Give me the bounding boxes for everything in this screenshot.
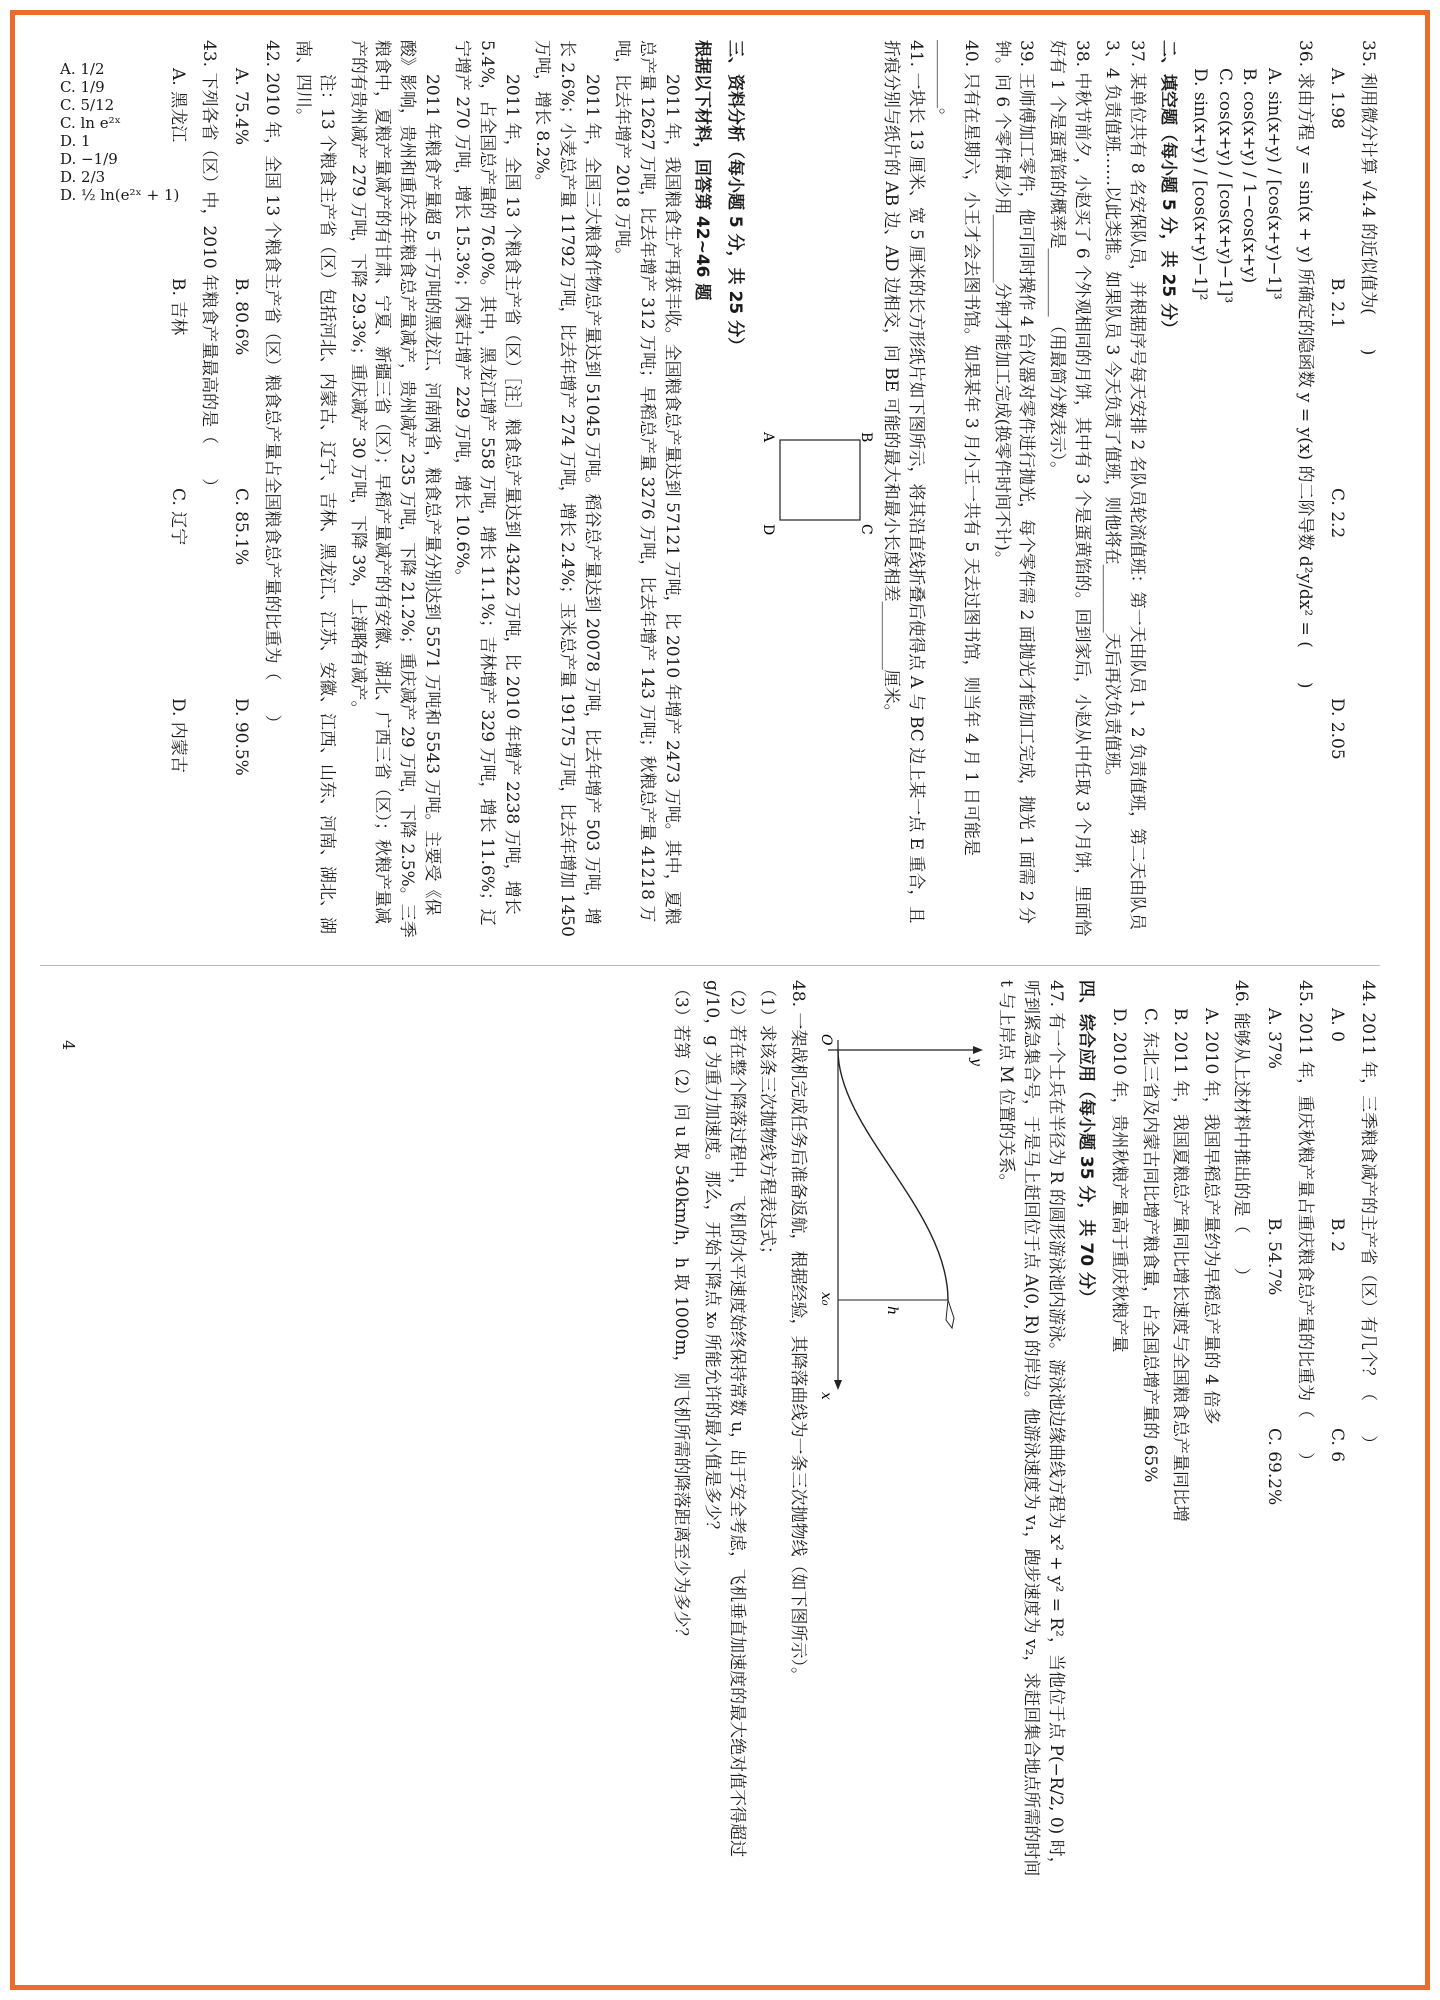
question-44: 44. 2011 年，三季粮食减产的主产省（区）有几个？（ ）: [1358, 980, 1378, 1453]
column-divider: [40, 965, 1380, 966]
question-46: 46. 能够从上述材料中推出的是（ ）: [1231, 980, 1252, 1285]
q35-option-d[interactable]: D. 2.05: [1327, 698, 1348, 760]
section-3-heading: 三、资料分析（每小题 5 分，共 25 分）: [724, 40, 745, 355]
q45-option-b[interactable]: B. 54.7%: [1264, 1218, 1285, 1296]
q42-option-b[interactable]: B. 80.6%: [231, 278, 252, 356]
rotated-exam-sheet: [0, 20, 1400, 1980]
q46-options: [1106, 1008, 1223, 1880]
descent-curve-graph: [818, 1020, 988, 1420]
plane-icon: [946, 1300, 954, 1328]
q42-option-d[interactable]: D. 90.5%: [231, 698, 252, 776]
material-paragraph-1: 2011 年，我国粮食生产再获丰收。全国粮食总产量达到 57121 万吨，比 2010 年增产 2473 万吨。其中，夏粮总产量 12627 万吨，比去年增产 312 万吨；早稻总产量 3276 万吨，比去年增产 143 万吨；秋粮总产量 41218 万吨，比去年增产 2018 万吨。: [612, 40, 682, 925]
q43-option-c[interactable]: C. 辽宁: [168, 488, 189, 546]
label-a: A: [760, 432, 777, 443]
question-48-part-2: （2）若在整个降落过程中，飞机的水平速度始终保持常数 u，出于安全考虑，飞机垂直加速度的最大绝对值不得超过 g/10，g 为重力加速度。那么，开始下降点 x₀ 所能允许的最小值是多少？: [702, 980, 747, 1858]
question-48: 48. 一架战机完成任务后准备返航，根据经验，其降落曲线为一条三次抛物线（如下图所示）。: [788, 980, 809, 1684]
fragment-1: A. 1/2: [60, 60, 105, 78]
q35-options: [1325, 68, 1350, 940]
q43-option-d[interactable]: D. 内蒙古: [168, 698, 189, 773]
section-2-heading: 二、填空题（每小题 5 分，共 25 分）: [1157, 40, 1178, 338]
material-paragraph-2: 2011 年，全国三大粮食作物总产量达到 51045 万吨。稻谷总产量达到 20078 万吨，比去年增产 503 万吨，增长 2.6%；小麦总产量 11792 万吨，比去年增产 274 万吨，增长 2.4%；玉米总产量 19175 万吨，比去年增加 1450 万吨，增长 8.2%。: [532, 40, 602, 937]
label-c: C: [858, 524, 875, 535]
q44-options: [1325, 1008, 1350, 1880]
q43-option-a[interactable]: A. 黑龙江: [168, 68, 189, 143]
question-42: 42. 2010 年，全国 13 个粮食主产省（区）粮食总产量占全国粮食总产量的比重为（ ）: [261, 40, 282, 732]
page-number: 4: [59, 1040, 78, 1051]
question-47: 47. 有一个士兵在半径为 R 的圆形游泳池内游泳。游泳池边缘曲线方程为 x² + y² = R²，当他位于点 P(−R/2, 0) 时，听到紧急集合号，于是马上赶回位于点 A(0, R) 的岸边。他游泳速度为 v₁，跑步速度为 v₂，求赶回集合地点所需的时间 t 与上岸点 M 位置的关系。: [996, 980, 1066, 1877]
q44-option-c[interactable]: C. 6: [1327, 1428, 1348, 1463]
q35-option-c[interactable]: C. 2.2: [1327, 488, 1348, 539]
q36-option-a[interactable]: A. sin(x+y) / [cos(x+y)−1]³: [1264, 68, 1285, 300]
question-38: 38. 中秋节前夕，小赵买了 6 个外观相同的月饼，其中有 3 个是蛋黄馅的。回到家后，小赵从中任取 3 个月饼，里面恰好有 1 个是蛋黄馅的概率是________（用最简分数表示）。: [1046, 40, 1092, 937]
q36-option-d[interactable]: D. sin(x+y) / [cos(x+y)−1]²: [1190, 68, 1211, 301]
question-48-part-3: （3）若第（2）问 u 取 540km/h，h 取 1000m，则飞机所需的降落距离至少为多少？: [671, 980, 692, 1645]
fragment-7: D. 2/3: [60, 168, 106, 186]
question-36: 36. 求由方程 y = sin(x + y) 所确定的隐函数 y = y(x) 的二阶导数 d²y/dx² = ( ): [1294, 40, 1315, 689]
q36-options: [1188, 68, 1287, 940]
question-37: 37. 某单位共有 8 名安保队员，并根据序号每天安排 2 名队员轮流值班：第一天由队员 1、2 负责值班，第二天由队员 3、4 负责值班……以此类推。如果队员 3 今天负责了值班，则他将在________天后再次负责值班。: [1102, 40, 1147, 931]
question-45: 45. 2011 年，重庆秋粮产量占重庆粮食总产量的比重为（ ）: [1294, 980, 1315, 1470]
section-4-heading: 四、综合应用（每小题 35 分，共 70 分）: [1076, 980, 1097, 1306]
x-axis-arrow: [834, 1380, 842, 1390]
question-35: 35. 利用微分计算 √4.4 的近似值为( ): [1358, 40, 1378, 356]
q46-option-b[interactable]: B. 2011 年，我国夏粮总产量同比增长速度与全国粮食总产量同比增: [1170, 1008, 1191, 1522]
material-note: 注：13 个粮食主产省（区）包括河北、内蒙古、辽宁、吉林、黑龙江、江苏、安徽、江西、山东、河南、湖北、湖南、四川。: [292, 40, 338, 935]
question-43: 43. 下列各省（区）中，2010 年粮食产量最高的是（ ）: [198, 40, 219, 496]
q45-option-a[interactable]: A. 37%: [1264, 1008, 1285, 1069]
question-39: 39. 王师傅加工零件，他可同时操作 4 台仪器对零件进行抛光，每个零件需 2 面抛光才能加工完成，抛光 1 面需 2 分钟。问 6 个零件最少用________分钟才能加工完成(换零件时间不计)。: [991, 40, 1037, 924]
left-edge-fragments: [60, 60, 360, 204]
rectangle-figure: [760, 40, 875, 940]
descent-curve: [838, 1050, 948, 1300]
label-b: B: [858, 432, 875, 443]
x0-label: x₀: [817, 1292, 834, 1306]
question-40: 40. 只有在星期六，小王才会去图书馆。如果某年 3 月小王一共有 5 天去过图书馆，则当年 4 月 1 日可能是________。: [936, 40, 982, 856]
q43-option-b[interactable]: B. 吉林: [168, 278, 189, 336]
material-paragraph-3: 2011 年，全国 13 个粮食主产省（区）［注］粮食总产量达到 43422 万吨，比 2010 年增产 2238 万吨，增长 5.4%，占全国总产量的 76.0%。其中，黑龙江增产 558 万吨，增长 11.1%；吉林增产 329 万吨，增长 11.6%；辽宁增产 270 万吨，增长 15.3%；内蒙古增产 229 万吨，增长 10.6%。: [452, 40, 522, 926]
question-41: 41. 一块长 13 厘米、宽 5 厘米的长方形纸片如下图所示，将其沿直线折叠后使得点 A 与 BC 边上某一点 E 重合，且折痕分别与纸片的 AB 边、AD 边相交，问 BE 可能的最大和最小长度相差________厘米。: [881, 40, 926, 924]
fragment-4: C. ln e²ˣ: [60, 114, 121, 132]
y-label: y: [967, 1058, 984, 1066]
material-paragraph-4: 2011 年粮食产量超 5 千万吨的黑龙江、河南两省，粮食总产量分别达到 5571 万吨和 5543 万吨。主要受《保酸》影响，贵州和重庆全年粮食总产量减产，贵州减产 235 万吨，下降 21.2%；重庆减产 29 万吨，下降 2.5%。三季粮食中，夏粮产量减产的有甘肃、宁夏、新疆三省（区）；早稻产量减产的有安徽、湖北、广西三省（区）；秋粮产量减产的有贵州减产 279 万吨，下降 29.3%；重庆减产 30 万吨，下降 3%，上海略有减产。: [347, 40, 442, 938]
q42-option-a[interactable]: A. 75.4%: [231, 68, 252, 146]
x-label: x: [817, 1392, 834, 1400]
q46-option-c[interactable]: C. 东北三省及内蒙古同比增产粮食量，占全国总增产量的 65%: [1139, 1008, 1160, 1483]
fragment-8: D. ½ ln(e²ˣ + 1): [60, 186, 180, 204]
q36-option-b[interactable]: B. cos(x+y) / 1−cos(x+y): [1239, 68, 1260, 284]
q36-option-c[interactable]: C. cos(x+y) / [cos(x+y)−1]³: [1214, 68, 1235, 304]
question-48-part-1: （1）求该条三次抛物线方程表达式；: [757, 980, 778, 1263]
q46-option-a[interactable]: A. 2010 年，我国早稻总产量约为早稻总产量的 4 倍多: [1200, 1008, 1221, 1425]
q44-option-a[interactable]: A. 0: [1327, 1008, 1348, 1042]
right-column: [663, 980, 1380, 1880]
q45-options: [1261, 1008, 1286, 1880]
q44-option-b[interactable]: B. 2: [1327, 1218, 1348, 1253]
q46-option-d[interactable]: D. 2010 年，贵州秋粮产量高于重庆秋粮产量: [1108, 1008, 1129, 1353]
section-3-subheading: 根据以下材料，回答第 42~46 题: [692, 40, 713, 301]
h-label: h: [883, 1306, 900, 1316]
label-d: D: [760, 524, 777, 536]
y-axis-arrow: [973, 1046, 983, 1054]
q35-option-a[interactable]: A. 1.98: [1327, 68, 1348, 129]
q42-option-c[interactable]: C. 85.1%: [231, 488, 252, 566]
fragment-2: C. 1/9: [60, 78, 105, 96]
fragment-3: C. 5/12: [60, 96, 115, 114]
fragment-5: D. 1: [60, 132, 91, 150]
q35-option-b[interactable]: B. 2.1: [1327, 278, 1348, 329]
fragment-6: D. −1/9: [60, 150, 118, 168]
q45-option-c[interactable]: C. 69.2%: [1264, 1428, 1285, 1506]
rectangle-shape: [780, 440, 860, 520]
origin-label: O: [817, 1034, 834, 1046]
